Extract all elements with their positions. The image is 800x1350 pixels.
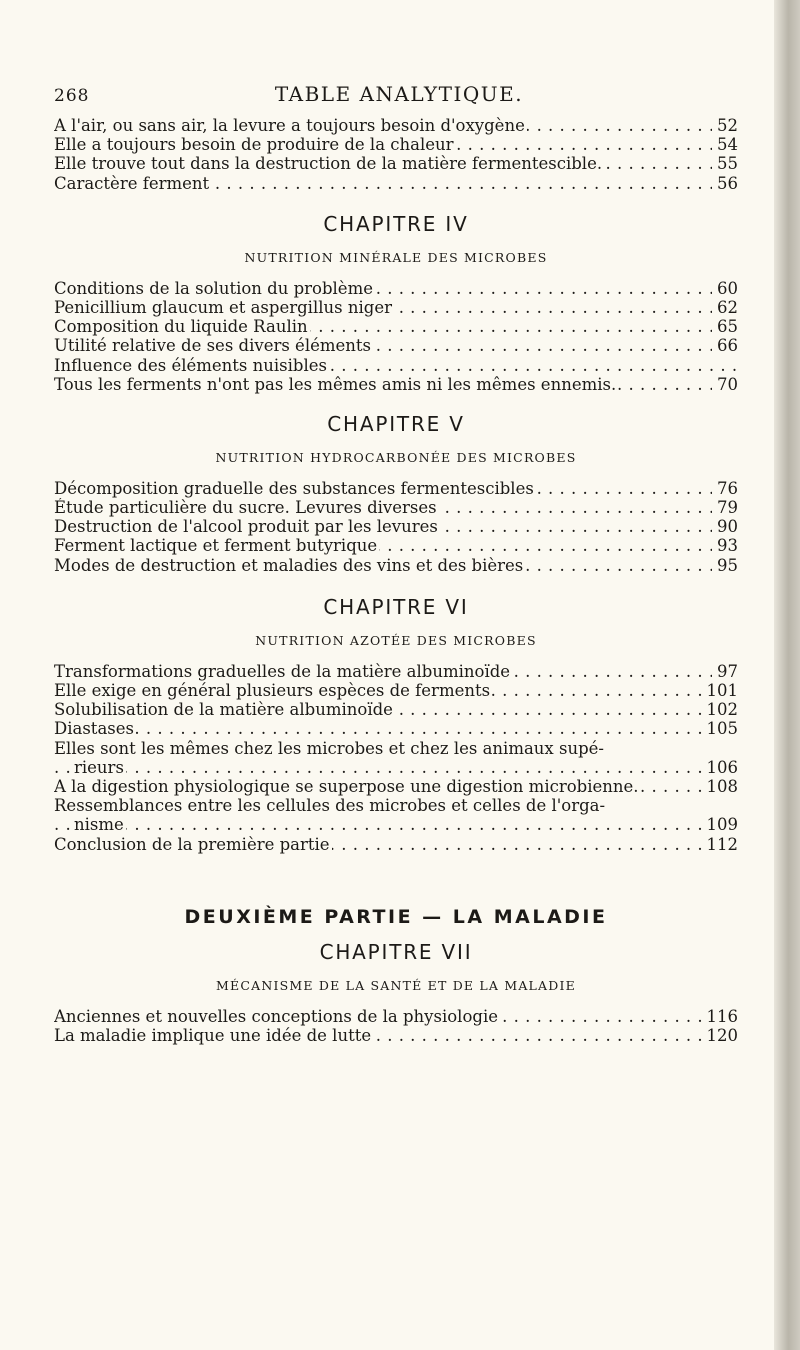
chapter-7-title: CHAPITRE VII [319,939,473,964]
chapter-4-subtitle: NUTRITION MINÉRALE DES MICROBES [244,249,548,265]
toc-entry: . . . Influence des éléments nuisibles [54,356,738,375]
page-edge-shadow [774,0,800,1350]
toc-entry: . . . A la digestion physiologique se superpose une digestion microbienne. 108 [54,777,738,796]
chapter-5-entries [54,479,738,575]
toc-entry: . . . Modes de destruction et maladies des vins et des bières 95 [54,556,738,575]
chapter-5-title: CHAPITRE V [327,411,465,436]
top-entries [54,116,738,193]
page-number: 268 [54,86,90,106]
toc-entry: . . . Tous les ferments n'ont pas les mêmes amis ni les mêmes ennemis. 70 [54,375,738,394]
toc-entry: . . . Destruction de l'alcool produit par les levures 90 [54,517,738,536]
toc-entry: . . . A l'air, ou sans air, la levure a toujours besoin d'oxygène 52 [54,116,738,135]
chapter-5-subtitle: NUTRITION HYDROCARBONÉE DES MICROBES [215,449,577,465]
toc-entry: . . . Décomposition graduelle des substances fermentescibles 76 [54,479,738,498]
toc-entry: . . . Anciennes et nouvelles conceptions de la physiologie 116 [54,1007,738,1026]
toc-entry: . . . Elle exige en général plusieurs espèces de ferments 101 [54,681,738,700]
toc-entry: Ressemblances entre les cellules des microbes et celles de l'orga- [54,796,606,816]
chapter-7-entries [54,1007,738,1045]
toc-entry: . . . Transformations graduelles de la matière albuminoïde 97 [54,662,738,681]
toc-entry: . . . Penicillium glaucum et aspergillus niger 62 [54,298,738,317]
toc-entry: . . . Caractère ferment 56 [54,174,738,193]
toc-entry: . . . nisme 109 [54,815,738,834]
chapter-6-title: CHAPITRE VI [323,594,469,619]
toc-entry: . . . Diastases 105 [54,719,738,738]
chapter-4-entries [54,279,738,394]
part-2-title: DEUXIÈME PARTIE — LA MALADIE [184,905,608,928]
toc-entry: . . . Elle trouve tout dans la destruction de la matière fermentescible. 55 [54,154,738,173]
toc-entry: . . . Composition du liquide Raulin 65 [54,317,738,336]
chapter-6-subtitle: NUTRITION AZOTÉE DES MICROBES [255,632,537,648]
toc-entry: . . . La maladie implique une idée de lutte 120 [54,1026,738,1045]
chapter-6-entries [54,662,738,854]
running-head [54,82,744,112]
chapter-7-subtitle: MÉCANISME DE LA SANTÉ ET DE LA MALADIE [216,977,576,993]
table-of-contents [54,116,738,1045]
toc-entry: . . . Conclusion de la première partie 112 [54,835,738,854]
running-title: TABLE ANALYTIQUE. [274,82,524,106]
toc-entry: . . . Elle a toujours besoin de produire de la chaleur 54 [54,135,738,154]
toc-entry: . . . rieurs 106 [54,758,738,777]
chapter-4-title: CHAPITRE IV [323,211,469,236]
toc-entry: . . . Utilité relative de ses divers éléments 66 [54,336,738,355]
toc-entry: . . . Conditions de la solution du problème 60 [54,279,738,298]
toc-entry: . . . Ferment lactique et ferment butyrique 93 [54,536,738,555]
toc-entry: . . . Solubilisation de la matière albuminoïde 102 [54,700,738,719]
toc-entry: . . . Étude particulière du sucre. Levures diverses 79 [54,498,738,517]
toc-entry: Elles sont les mêmes chez les microbes et chez les animaux supé- [54,738,604,758]
